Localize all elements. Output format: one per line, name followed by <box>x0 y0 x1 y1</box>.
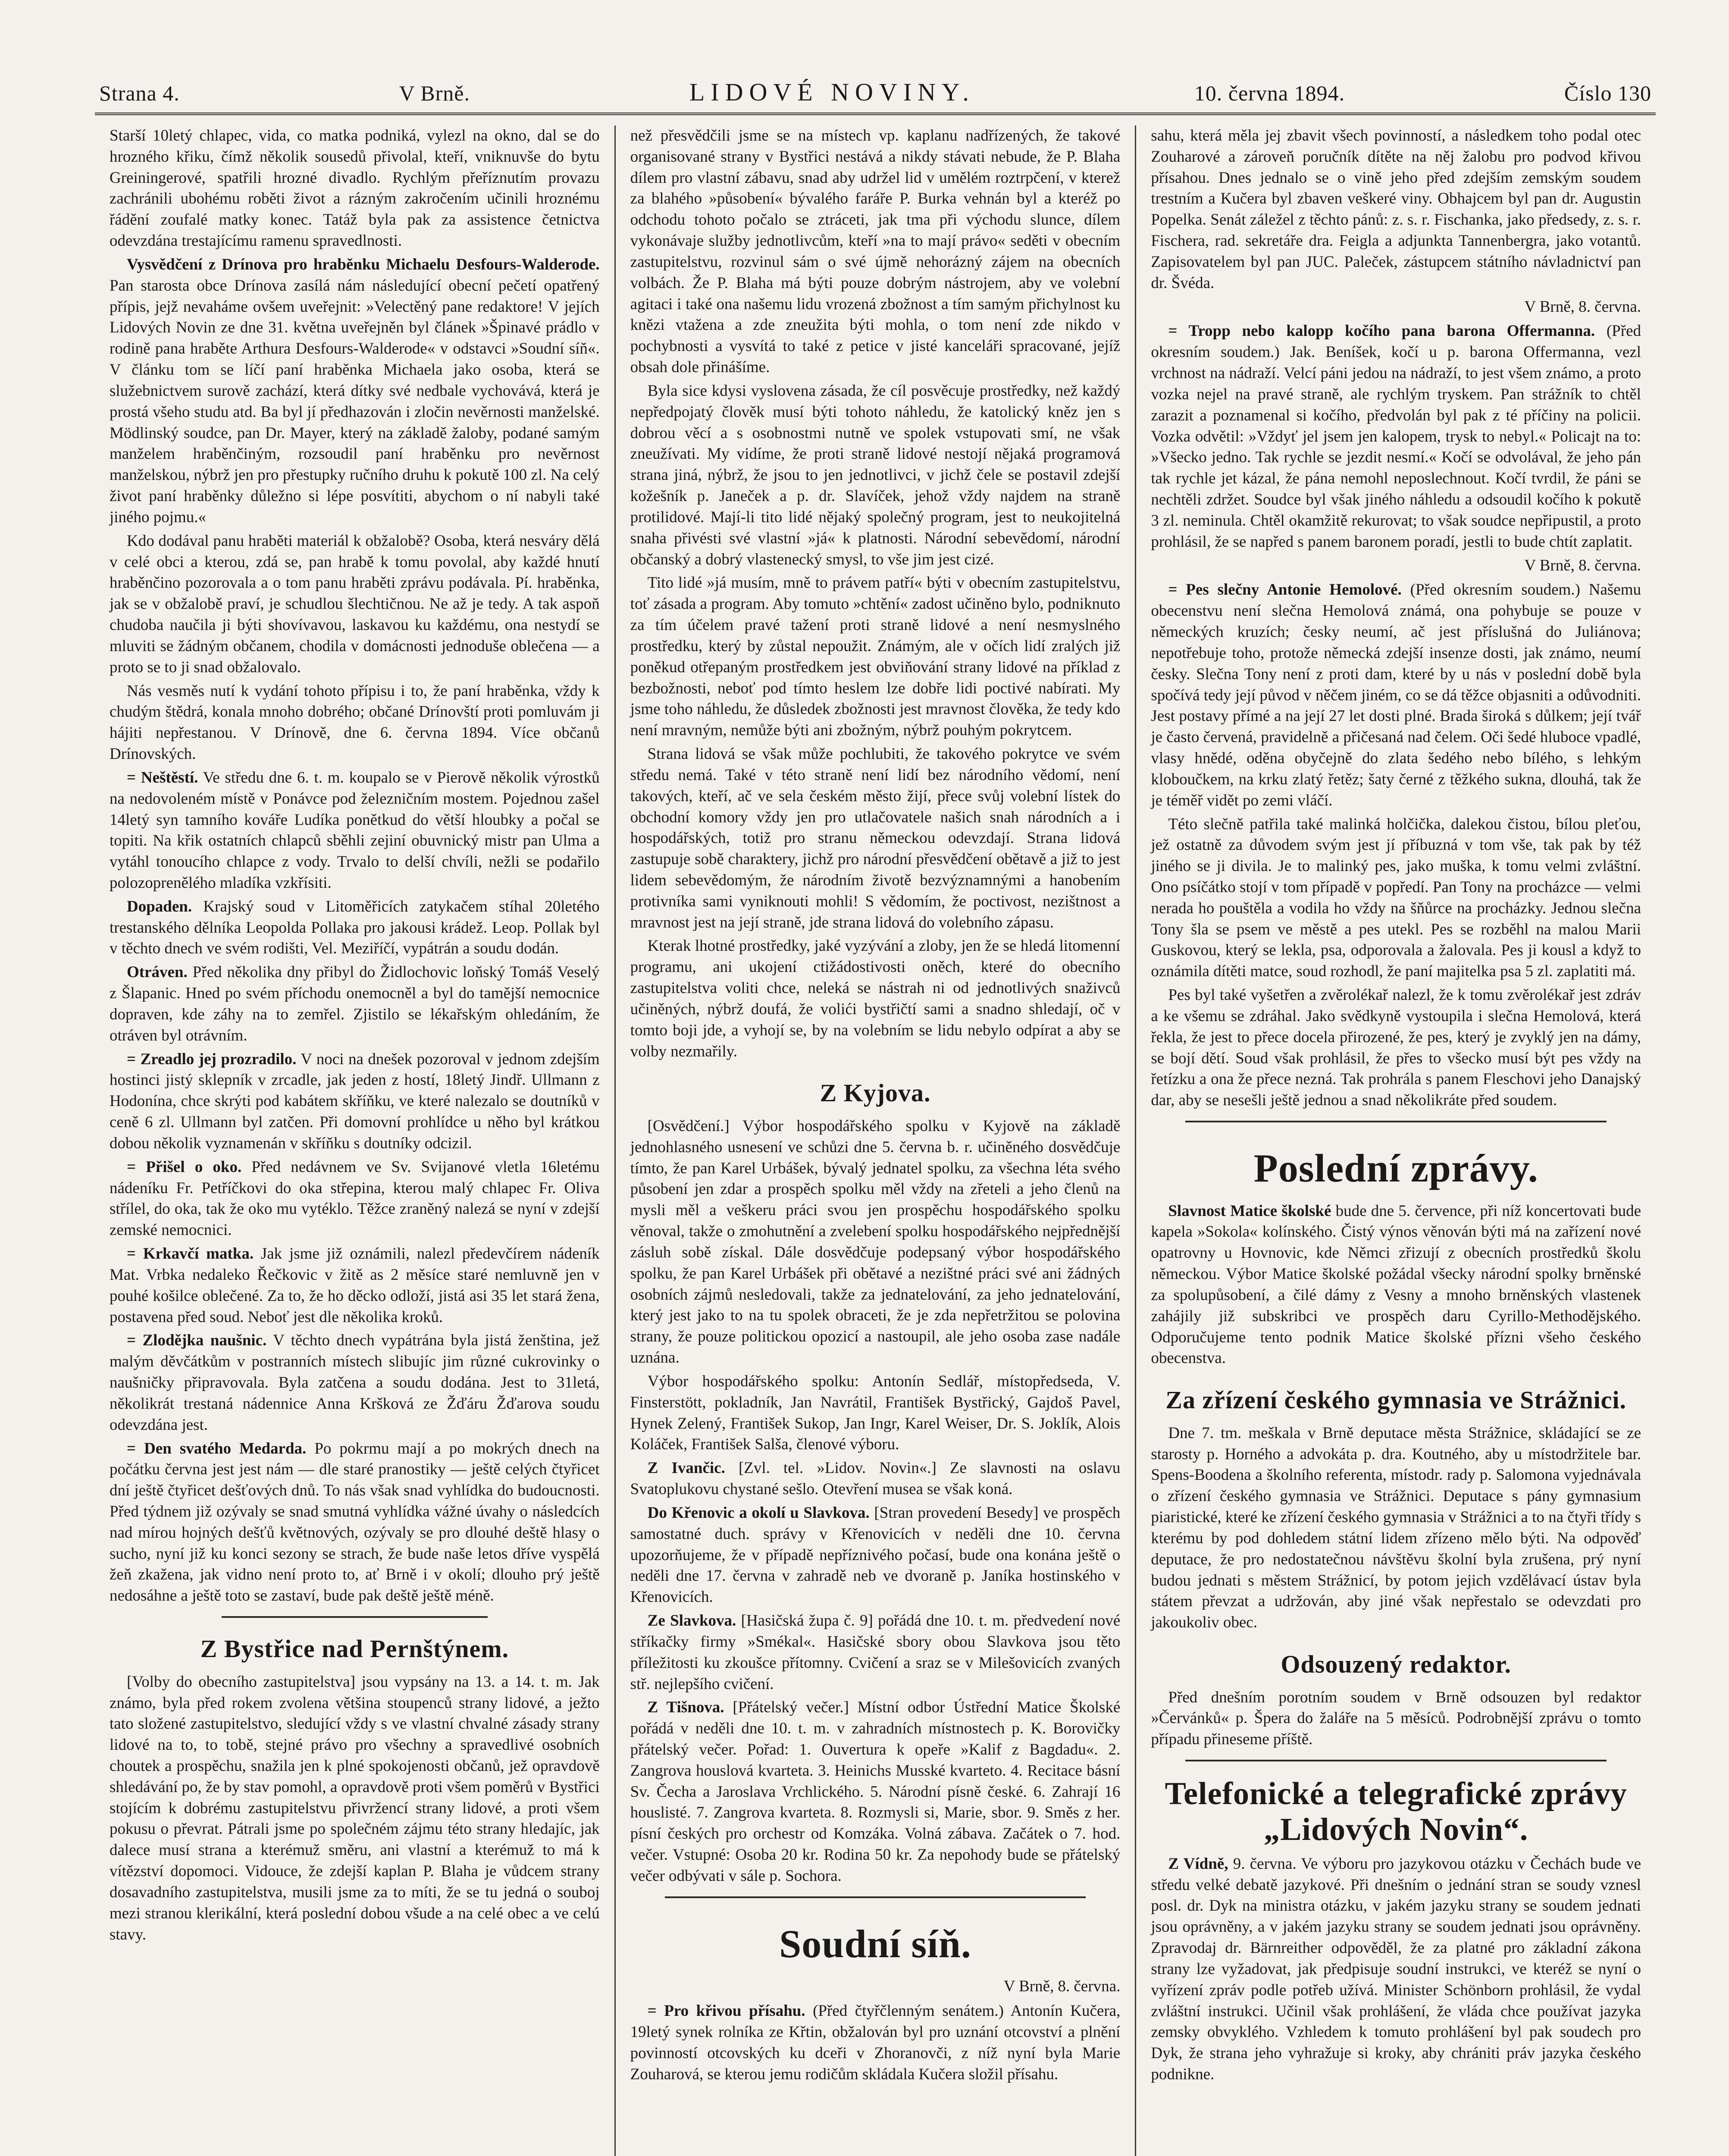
page-label: Strana 4. <box>99 81 180 105</box>
article-paragraph: = Tropp nebo kalopp kočího pana barona Offermanna. (Před okresním soudem.) Jak. Beníšek, kočí u p. barona Offermanna, vezl vrchnost na nádraží. Velcí páni jedou na nádraží, to jest všem známo, a proto vozka nejel na pravé straně, ale rychlým tryskem. Pan strážník to chtěl zarazit a poznamenal si kočího, předvolán byl pak z té příčiny na policii. Vozka odvětil: »Vždyť jel jsem jen kalopem, trysk to nebyl.« Policajt na to: »Všecko jedno. Tak rychle se jezdit nesmí.« Kočí se odvolával, že jeho pán tak rychle jet kázal, že pána nemohl neposlechnout. Kočí tvrdil, že páni se nechtěli zdržet. Soudce byl však jiného náhledu a odsoudil kočího k pokutě 3 zl. neminula. Chtěl okamžitě rekurovat; to však soudce nepřipustil, a proto prohlásil, že se napřed s panem baronem poradí, jestli to bude chtít zaplatit. <box>1151 322 1641 551</box>
article-paragraph: = Přišel o oko. Před nedávnem ve Sv. Svijanové vletla 16letému nádeníku Fr. Petříčkovi do oka střepina, kterou malý chlapec Fr. Oliva střílel, do oka, tak že oko mu vytéklo. Těžce zraněný nalezá se nyní v zdejší zemské nemocnici. <box>110 1158 600 1239</box>
article-heading: Vysvědčení z Drínova pro hraběnku Michaelu Desfours-Walderode. <box>127 255 600 273</box>
section-divider <box>665 1896 1086 1898</box>
article-paragraph: Strana lidová se však může pochlubiti, že takového pokrytce ve svém středu nemá. Také v této straně není lidí bez národního vědomí, není takových, kteří, ač ve sela českém město žijí, přece svůj volební lístek do obchodní komory vždy jen pro utlačovatele našich snah národních a i hospodářských, totiž pro stranu německou odevzdají. Strana lidová zastupuje sobě charaktery, jichž pro národní přesvědčení obětavě a již to jest lidem sebevědomým, že národním životě bezvýznamnými a hanobením protivníka sami vyniknouti mohli! S vědomím, že poctivost, nezištnost a mravnost jest na její straně, jde strana lidová do volebního zápasu. <box>630 745 1121 931</box>
article-heading: Dopaden. <box>127 897 192 915</box>
article-heading: = Tropp nebo kalopp kočího pana barona Offermanna. <box>1168 322 1595 340</box>
dateline: V Brně, 8. června. <box>1524 298 1641 316</box>
section-title-soudni-sin: Soudní síň. <box>779 1921 971 1966</box>
article-paragraph: Pes byl také vyšetřen a zvěrolékař nalezl, že k tomu zvěrolékař jest zdráv a ke všemu se zdráhal. Jako svědkyně vystoupila i slečna Hemolová, která řekla, že jest to přece docela přirozené, že pes, který je zvyklý jen na dámy, se bojí dětí. Soud však prohlásil, že přes to všecko musí být pes vždy na řetízku a ona že přece nezná. Tak prohrála s panem Fleschovi jeho Danajský dar, aby se nesešli ještě jednou a snad několikráte před soudem. <box>1151 986 1641 1109</box>
dateline: V Brně, 8. června. <box>1524 556 1641 574</box>
article-paragraph: Z Tišnova. [Přátelský večer.] Místní odbor Ústřední Matice Školské pořádá v neděli dne 10. t. m. v zahradních místnostech p. K. Borovičky přátelský večer. Pořad: 1. Ouvertura k opeře »Kalif z Bagdadu«. 2. Zangrova houslová kvarteta. 3. Heinichs Musské kvarteto. 4. Recitace básní Sv. Čecha a Jaroslava Vrchlického. 5. Národní písně české. 6. Zahrají 16 houslisté. 7. Zangrova kvarteta. 8. Rozmysli si, Marie, sbor. 9. Směs z her. písní českých pro orchestr od Komzáka. Volná zábava. Začátek o 7. hod. večer. Vstupné: Osoba 20 kr. Rodina 50 kr. Za nepohody bude se přátelský večer odbývati v sále p. Sochora. <box>630 1698 1121 1885</box>
article-heading: Z Ivančic. <box>647 1459 725 1477</box>
article-paragraph: Z Ivančic. [Zvl. tel. »Lidov. Novin«.] Ze slavnosti na oslavu Svatoplukovu chystané sešlo. Otevření musea se však koná. <box>630 1459 1121 1498</box>
column-2 <box>614 125 1135 2156</box>
article-heading: Ze Slavkova. <box>647 1612 736 1630</box>
article-heading: = Pes slečny Antonie Hemolové. <box>1168 581 1402 599</box>
place-label: V Brně. <box>399 81 470 105</box>
issue-number: Číslo 130 <box>1564 81 1651 105</box>
article-paragraph: Této slečně patřila také malinká holčička, dalekou čistou, bílou pleťou, jež ostatně za důvodem svým jest jí příbuzná v tom vše, tak pak by též jiného se ji divila. Je to malinký pes, jako muška, k tomu velmi zvláštní. Ono psíčátko stojí v tom případě v popředí. Pan Tony na procházce — velmi nerada ho pouštěla a vodila ho vždy na šňůrce na procházky. Jednou slečna Tony šla se psem ve městě a pes utekl. Pes se rozběhl na malou Marii Guskovou, který se lekla, psa, odporovala a žalovala. Pes ji kousl a když to oznámila dítěti matce, soud rozhodl, že paní majitelka psa 5 zl. zaplatiti má. <box>1151 815 1641 981</box>
article-paragraph: = Pro křivou přísahu. (Před čtyřčlenným senátem.) Antonín Kučera, 19letý synek rolníka ze Křtin, obžalován byl pro uznání otcovství a plnění povinností otcovských ku dceři v Zhoranovči, z níž nyní byla Marie Zouharová, se kterou jemu rodičům skládala Kučera složil přísahu. <box>630 2002 1121 2083</box>
article-paragraph: Kdo dodával panu hraběti materiál k obžalobě? Osoba, která nesváry dělá v celé obci a kterou, zdá se, pan hrabě k tomu povolal, aby každé hnutí hraběnčino pozorovala a o tom panu hraběti zprávu podávala. Pí. hraběnka, jak se v obžalobě praví, je schudlou šlechtičnou. Ne až je tedy. A tak aspoň chudoba naučila ji býti shovívavou, laskavou ku každému, ona nestydí se mluviti se žádným občanem, chodila v domácnosti jednoduše oblečena — a proto se to ji snad obžalovalo. <box>110 532 600 676</box>
article-heading: = Zreadlo jej prozradilo. <box>127 1050 297 1068</box>
article-paragraph: Nás vesměs nutí k vydání tohoto přípisu i to, že paní hraběnka, vždy k chudým štědrá, konala mnoho dobrého; občané Drínovští proti pomluvám ji hájiti nepřestanou. V Drínově, dne 6. června 1894. Více občanů Drínovských. <box>110 682 600 763</box>
article-heading: = Krkavčí matka. <box>127 1245 254 1263</box>
article-paragraph: Dne 7. tm. meškala v Brně deputace města Strážnice, skládající se ze starosty p. Horného a advokáta p. dra. Koutného, aby u místodržitele bar. Spens-Boodena a školního referenta, místodr. rady p. Salomona vyjednávala o zřízení českého gymnasia ve Strážnici. Deputace s pány gymnasium piaristické, které ke zřízení českého gymnasia v Strážnici a to na čtyři třídy s kterému by pod dohledem státní lidem zřízeno mělo býti. Na odpověď deputace, že pro nedostatečnou návštěvu školní byla zrušena, prý nyní budou jednati s městem Strážnicí, by potom jejich vzdělávací ústav byla státem převzat a udržován, aby jiné však nepřestalo se odevzdati pro jakoukoliv obec. <box>1151 1424 1641 1632</box>
article-paragraph: Do Křenovic a okolí u Slavkova. [Stran provedení Besedy] ve prospěch samostatné duch. správy v Křenovicích v neděli dne 10. června upozorňujeme, že v případě nepříznivého počasí, bude ona konána ještě o neděli dne 17. června v zahradě neb ve dvoraně p. Janíka hostinského v Křenovicích. <box>630 1504 1121 1606</box>
article-paragraph: = Zreadlo jej prozradilo. V noci na dnešek pozoroval v jednom zdejším hostinci jistý sklepník v zrcadle, jak jeden z hostí, 18letý Jindř. Ullmann z Hodonína, chce skrýti pod kabátem skříňku, ve které nalezalo se doutníků v ceně 6 zl. Ullmann byl zatčen. Při domovní prohlídce u něho byl krátkou dobou několik vyznamenán v skříňku s doutníky odcizil. <box>110 1050 600 1152</box>
article-paragraph: Dopaden. Krajský soud v Litoměřicích zatykačem stíhal 20letého trestanského dělníka Leopolda Pollaka pro jakousi krádež. Leop. Pollak byl v těchto dnech ve svém rodišti, Vel. Meziříčí, vypátrán a soudu dodán. <box>110 897 600 958</box>
column-3 <box>1135 125 1656 2156</box>
column-1 <box>95 125 614 2156</box>
article-paragraph: = Zlodějka naušnic. V těchto dnech vypátrána byla jistá ženština, jež malým děvčátkům v postranních místech slibujíc jim různé cukrovinky o naušničky připravovala. Byla zatčena a soudu dodána. Jest to 31letá, několikrát trestaná nádennice Anna Kršková ze Žďáru Žďarova soudu odevzdána jest. <box>110 1332 600 1434</box>
article-heading: = Den svatého Medarda. <box>127 1439 307 1457</box>
section-divider <box>1185 1121 1607 1122</box>
masthead <box>95 78 1656 115</box>
article-heading: Z Vídně, <box>1168 1855 1228 1873</box>
article-heading: = Zlodějka naušnic. <box>127 1332 267 1350</box>
article-paragraph: Vysvědčení z Drínova pro hraběnku Michaelu Desfours-Walderode. Pan starosta obce Drínova zasílá nám následující obecní pečetí opatřený přípis, jejž nevaháme ovšem uveřejnit: »Velectěný pane redaktore! V jejích Lidových Novin ze dne 31. května uveřejněn byl článek »Špinavé prádlo v rodině pana hraběte Arthura Desfours-Walderode« v odstavci »Soudní síň«. V článku tom se líčí paní hraběnka Michaela jako osoba, která se služebnictvem surově zachází, která dítky své nedbale vychovává, která je prostá všeho studu atd. Ba byl jí předhazován i zločin nevěrnosti manželské. Mödlinský soudce, pan Dr. Mayer, který na základě žaloby, podané samým manželem hraběnčiným, rozsoudil paní hraběnku pro nevěrnost manželskou, nýbrž jen pro přestupky ručního druhu k pokutě 100 zl. Na celý život paní hraběnky důležno si lépe posvítiti, abychom o ní nabyli také jiného pojmu.« <box>110 255 600 526</box>
article-columns <box>95 125 1656 2156</box>
article-paragraph: [Osvědčení.] Výbor hospodářského spolku v Kyjově na základě jednohlasného usnesení ve schůzi dne 5. června b. r. učiněného dosvědčuje tímto, že pan Karel Urbášek, bývalý jednatel spolku, za všechna léta svého působení jen zdar a prospěch spolku měl vždy na zřeteli a jeho členů na mysli měl a veškeru práci svou jen prospěchu hospodářského spolku věnoval, takže o zmohutnění a zvelebení spolku hospodářského nejpřednější zásluh sobě získal. Dále dosvědčuje podepsaný výbor hospodářského spolku, že pan Karel Urbášek při obětavé a nezištné práci své ani žádných osobních zájmů nesledovali, takže za jednatelování, za jeho jednatelování, který jest jako to na tu spolek obraceti, že je zda nepřetržitou se polovina strany, že pouze politickou opozicí a nastoupil, ale jeho osoba zase nadále uznána. <box>630 1117 1121 1367</box>
article-heading: Slavnost Matice školské <box>1168 1202 1331 1220</box>
section-divider <box>222 1616 488 1618</box>
article-paragraph: Kterak lhotné prostředky, jaké vyzývání a zloby, jen že se hledá litomenní programu, ani ukojení ctižádostivosti oněch, které do obecního zastupitelstva voliti chce, neleká se nástrah ni od jednotlivých snaživců učiněných, nýbrž doufá, že volići bystřičtí sami a snadno shledají, oč v tomto boji jde, a vyhojí se, by na volebním se lidu nebylo odpírat a aby se volby nezmařily. <box>630 937 1121 1060</box>
article-paragraph: = Krkavčí matka. Jak jsme již oznámili, nalezl předevčírem nádeník Mat. Vrbka nedaleko Řečkovic v žitě as 2 měsíce staré nemluvně jen v pouhé košilce oblečené. Za to, že ho děcko odloží, jistá asi 35 let stará žena, postavena před soud. Neboť jest dle několika kroků. <box>110 1245 600 1326</box>
article-paragraph: Otráven. Před několika dny přibyl do Židlochovic loňský Tomáš Veselý z Šlapanic. Hned po svém příchodu onemocněl a byl do tamější nemocnice dopraven, kde záhy na to zemřel. Zjistilo se lékařským ohledáním, že otráven byl otrávním. <box>110 963 600 1044</box>
dateline: V Brně, 8. června. <box>1003 1977 1121 1996</box>
article-paragraph: sahu, která měla jej zbavit všech povinností, a následkem toho podal otec Zouharové a zároveň poručník dítěte na něj žalobu pro podvod křivou přísahou. Dnes jednalo se o vině jeho před zdejším zemským soudem trestním a Kučera byl zbaven veškeré viny. Obhajcem byl pan dr. Augustin Popelka. Senát záležel z těchto pánů: z. s. r. Fischanka, jako předsedy, z. s. r. Fischera, rad. sekretáře dra. Feigla a adjunkta Tannenbergra, jako votantů. Zapisovatelem byl pan JUC. Paleček, zástupcem státního návladnictví pan dr. Švéda. <box>1151 127 1641 292</box>
article-heading: Otráven. <box>127 963 188 981</box>
section-title-strasnice: Za zřízení českého gymnasia ve Strážnici. <box>1165 1386 1627 1414</box>
article-paragraph: Tito lidé »já musím, mně to právem patří« býti v obecním zastupitelstvu, toť zásada a program. Aby tomuto »chtění« zadost učiněno bylo, podniknuto za tím účelem pravé tažení proti straně lidové a není nesmyslného prostředku, který by zůstal nepoužit. Známým, ale v očích lidí zralých již poněkud otřepaným prostředkem jest obviňování strany lidové na příklad z bezbožnosti, neboť pod tímto heslem lze dobře lidi poctivé nabírati. My jsme toho náhledu, že důsledek zbožnosti jest mravnost člověka, že tedy kdo není mravným, nemůže býti ani zbožným, nýbrž pouhým pokrytcem. <box>630 574 1121 740</box>
article-paragraph: Slavnost Matice školské bude dne 5. července, při níž koncertovati bude kapela »Sokola« kolínského. Čistý výnos věnován býti má na zařízení nové opatrovny u Hovnovic, kde Němci zřizují z obecních prostředků školu německou. Výbor Matice školské požádal všecky národní spolky brněnské za spolupůsobení, a čilé dámy z Vesny a mnoho brněnských vlastenek zahájily již subskribci ve prospěch daru Cyrillo-Methodějského. Odporučujeme tento podnik Matice školské přízni všeho českého obecenstva. <box>1151 1202 1641 1367</box>
article-heading: = Neštěstí. <box>127 768 198 787</box>
article-paragraph: Starší 10letý chlapec, vida, co matka podniká, vylezl na okno, dal se do hrozného křiku, čímž několik sousedů přivolal, kteří, vniknuvše do bytu Greiningerové, spatřili hrozné divadlo. Rychlým přeříznutím provazu zachránili ubohému roběti život a rázným zakročením učinili hroznému řádění zoufalé matky konec. Tatáž byla pak za assistence četnictva odevzdána trestajícímu ramenu spravedlnosti. <box>110 127 600 250</box>
article-paragraph: [Volby do obecního zastupitelstva] jsou vypsány na 13. a 14. t. m. Jak známo, byla před rokem zvolena většina stoupenců strany lidové, a ježto tato složené zastupitelstvo, sledující vždy s ve vlastní chvalné zásady strany lidové na to, to tobě, stejné právo pro všechny a spravedlivé osobních choutek a prospěchu, snažila jen k plné spokojenosti občanů, jež opravdově shledávání po, že by stav pomohl, a opravdově proti všem poměrů v Bystřici stojícím k dobrému zastupitelstvu přivržencí strany lidové, a proti všem pokusu o převrat. Pátrali jsme po společném zájmu této strany hledajíc, jak dalece musí strana a kterémuž směru, ani vlastní a kterémuž to má k vítězství dopomoci. Vidouce, že zdejší kaplan P. Blaha je vůdcem strany dosavadního zastupitelstva, musili jsme za to míti, že se tu jedná o souboj mezi stranou klerikální, která poslední dobou všude a na celé obec a ve celú stavy. <box>110 1673 600 1943</box>
article-paragraph: Z Vídně, 9. června. Ve výboru pro jazykovou otázku v Čechách bude ve středu velké debatě jazykové. Při dnešním o jednání stran se soudy vznesl posl. dr. Dyk na ministra otázku, v jakém jazyku strany se soudem jednati jsou oprávněny, a v jakém jazyku strany se soudem jednati jsou oprávněny. Zpravodaj dr. Bärnreither odpověděl, že za platné pro základní zákona strany lze vyžadovat, jak předpisuje soudní instrukci, ve kteréž se nyní o vyřízení zpráv podle potřeb užívá. Minister Schönborn prohlásil, že vydal zvláštní instrukci. Učinil však prohlášení, že vláda chce používat jazyka zemsky obvyklého. Vzhledem k tomuto prohlášení byl pak soudech pro Dyk, že strana jeho vyhražuje si kroky, aby chrániti práv jazyka českého podnikne. <box>1151 1855 1641 2084</box>
section-title-odsouzeny-redaktor: Odsouzený redaktor. <box>1281 1650 1511 1678</box>
section-title-telefonicke-zpravy: Telefonické a telegrafické zprávy „Lidových Novin“. <box>1165 1776 1627 1847</box>
section-divider <box>1185 1760 1607 1761</box>
article-paragraph: Byla sice kdysi vyslovena zásada, že cíl posvěcuje prostředky, než každý nepředpojatý člověk musí býti tohoto náhledu, že katolický kněz jen s dobrou věcí a s osobnostmi nutně ve spolek vstupovati smí, ne však zneužívati. My vidíme, že proti straně lidové nestojí nějaká programová strana jiná, nýbrž, že jsou to jen jednotlivci, v jichž čele se postavil zdejší kožešník p. Janeček a p. dr. Slavíček, jehož vždy najdem na straně protilidové. Mají-li tito lidé nějaký společný program, jest to neukojitelná snaha přivésti své vlastní »já« k platnosti. Národní sebevědomí, národní občanský a dobrý vlastenecký smysl, to vše jim jest cizé. <box>630 382 1121 568</box>
section-title-bystrice: Z Bystřice nad Pernštýnem. <box>200 1635 509 1663</box>
article-paragraph: = Den svatého Medarda. Po pokrmu mají a po mokrých dnech na počátku června jest jest nám — dle staré pranostiky — ještě celých čtyřicet dní ještě čtyřicet dešťových dnů. To nás však snad vyhlídka do budoucnosti. Před týdnem již ozývaly se snad smutná vyhlídka vážné úvahy o následcích nad mírou hojných dešťů květnových, ozývaly se pro dlouhé deště hlasy o sucho, nyní již ku konci sezony se strach, že bude naše letos dříve vyspělá žeň zkažena, jak vidno není proto to, ať Brně i v okolí; dlouho prý ještě nedosáhne a ještě toto se zastaví, bude pak deště ještě méně. <box>110 1439 600 1605</box>
section-title-posledni-zpravy: Poslední zprávy. <box>1253 1146 1538 1191</box>
article-paragraph: = Neštěstí. Ve středu dne 6. t. m. koupalo se v Pierově několik výrostků na nedovoleném místě v Ponávce pod železničním mostem. Pojednou zašel 14letý syn tamního kováře Ludíka ponětkud do větší hloubky a počal se topiti. Na křik ostatních chlapců sběhli zejiní obuvnický mistr pan Ulma a vytáhl tonoucího chlapce z vody. Trvalo to delší chvíli, nežli se podařilo polozoprenělého mladíka vzkřísiti. <box>110 768 600 892</box>
paper-name: LIDOVÉ NOVINY. <box>689 78 975 106</box>
article-heading: = Přišel o oko. <box>127 1158 242 1176</box>
article-paragraph: Výbor hospodářského spolku: Antonín Sedlář, místopředseda, V. Finsterstött, pokladník, Jan Navrátil, František Bystřický, Gajdoš Pavel, Hynek Zelený, František Sukop, Jan Ingr, Karel Weiser, Dr. S. Joklík, Alois Koláček, František Salša, členové výboru. <box>630 1372 1121 1454</box>
article-paragraph: Před dnešním porotním soudem v Brně odsouzen byl redaktor »Červánků« p. Špera do žaláře na 5 měsíců. Podrobnější zprávu o tomto případu přineseme příště. <box>1151 1688 1641 1749</box>
article-paragraph: Ze Slavkova. [Hasičská župa č. 9] pořádá dne 10. t. m. předvedení nové stříkačky firmy »Smékal«. Hasičské sbory obou Slavkova jsou těto příležitosti ku zkoušce přítomny. Cvičení a sraz se v Milešovicích zvaných stř. nejlepšího cvičení. <box>630 1612 1121 1693</box>
issue-date: 10. června 1894. <box>1194 81 1345 105</box>
article-heading: = Pro křivou přísahu. <box>647 2002 805 2020</box>
article-paragraph: než přesvědčili jsme se na místech vp. kaplanu nadřízených, že takové organisované strany v Bystřici nestává a nikdy stávati nebude, že P. Blaha dílem pro vlastní zábavu, snad aby udržel lid v umělém roztrpčení, v kterež za blahého »působení« bývalého faráře P. Burka vehnán byl a kteréž po odchodu tohoto počalo se ztráceti, jak tma při východu slunce, dílem vykonávaje služby jednotlivcům, kteří »na to mají právo« seděti v obecním zastupitelstvu, rozvinul sám o své újmě nehorázný zájem na obecních volbách. Že P. Blaha má býti pouze dobrým nástrojem, aby ve volební agitaci i také ona našemu lidu vrozená zbožnost a tím samým přichylnost ku knězi vtažena a zde zneužita býti mohla, o tom není zde nikdo v pochybnosti a vysvítá to také z petice v jisté kanceláři spracované, jejíž obsah dole přinášíme. <box>630 127 1121 376</box>
article-heading: Z Tišnova. <box>647 1698 724 1717</box>
article-paragraph: = Pes slečny Antonie Hemolové. (Před okresním soudem.) Našemu obecenstvu není slečna Hemolová známá, ona pohybuje se pouze v německých kruzích; česky neumí, ač jest příslušná do Juliánova; nepotřebuje toho, protože německá zdejší insenze dosti, jak známo, neumí česky. Slečna Tony není z proti dam, které by u nás v poslední době byla spočívá tedy její původ v něčem jiném, co se dá těžce objasniti a odůvodniti. Jest postavy přímé a na její 27 let dosti plné. Brada široká s důlkem; její tvář je často červená, pravidelně a přičesaná nad čelem. Oči šedé hluboce vpadlé, vlasy hnědé, oděna obyčejně do zlata šedého nebo bílého, s lehkým kloboučkem, na krku zlatý řetěz; šaty černé z těžkého sukna, dlouhá, tak že je téměř vidět po zemi vláčí. <box>1151 581 1641 809</box>
article-heading: Do Křenovic a okolí u Slavkova. <box>647 1504 870 1522</box>
section-title-kyjov: Z Kyjova. <box>820 1079 931 1107</box>
